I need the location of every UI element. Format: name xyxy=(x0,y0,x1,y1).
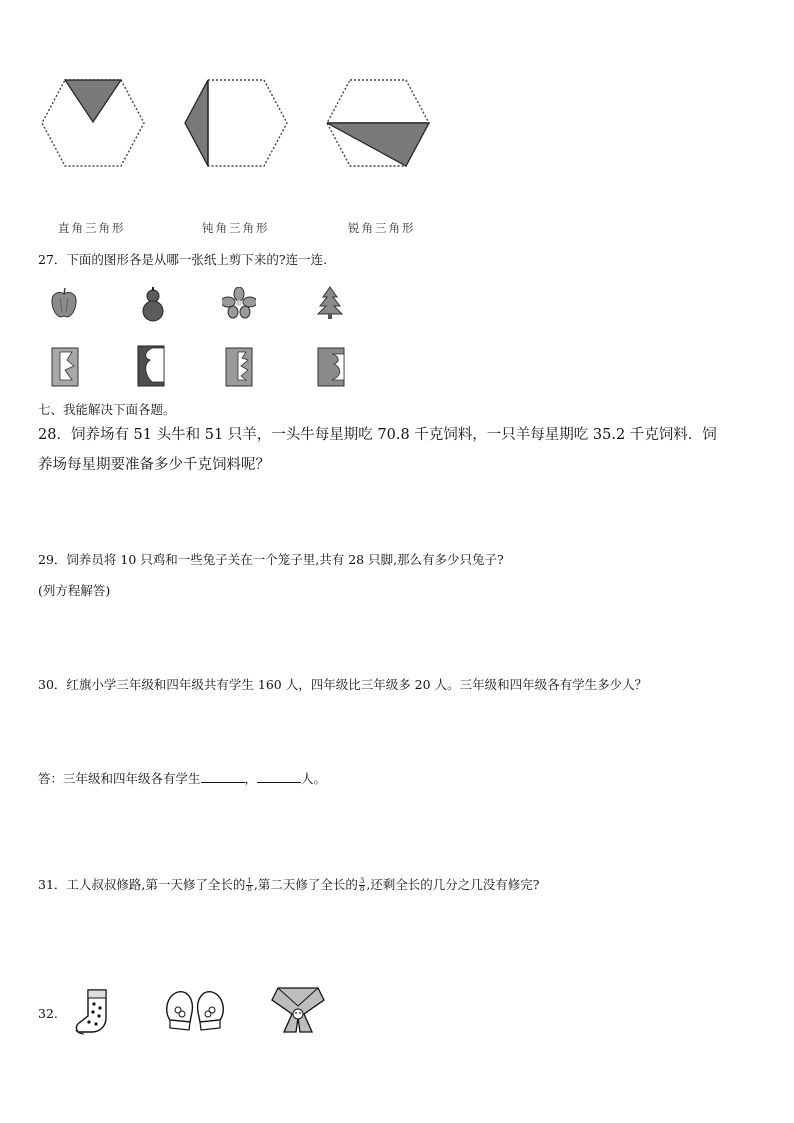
q28-line2: 养场每星期要准备多少千克饲料呢？ xyxy=(38,457,270,473)
tree-cutout-icon xyxy=(315,286,345,320)
gourd-cutout-icon xyxy=(140,286,166,322)
label-acute-triangle: 锐角三角形 xyxy=(348,221,416,235)
folded-paper-b-icon xyxy=(136,344,166,388)
q29-line1: 29．饲养员将 10 只鸡和一些兔子关在一个笼子里,共有 28 只脚,那么有多少只兔子? xyxy=(38,552,504,567)
q28-line1: 28．饲养场有 51 头牛和 51 只羊，一头牛每星期吃 70.8 千克饲料，一只羊每星期吃 35.2 千克饲料．饲 xyxy=(38,427,717,443)
q27-text: 27．下面的图形各是从哪一张纸上剪下来的?连一连. xyxy=(38,252,328,267)
sock-icon xyxy=(74,988,118,1036)
q31-part3: ,还剩全长的几分之几没有修完? xyxy=(366,877,540,892)
hexagon-figure-acute-triangle xyxy=(325,78,431,168)
fraction-one-eighth: $\frac{1}{8}$ xyxy=(247,877,252,893)
mittens-icon xyxy=(162,986,228,1034)
q30-text: 30．红旗小学三年级和四年级共有学生 160 人，四年级比三年级多 20 人。三年级和四年级各有学生多少人？ xyxy=(38,677,648,692)
q30-answer-prefix: 答：三年级和四年级各有学生 xyxy=(38,771,201,786)
hexagon-figure-right-triangle xyxy=(40,78,146,168)
answer-blank-grade3[interactable] xyxy=(201,770,245,783)
q30-answer xyxy=(38,770,326,789)
q31-part1: 31．工人叔叔修路,第一天修了全长的 xyxy=(38,877,246,892)
fraction-three-eighths: $\frac{3}{8}$ xyxy=(359,877,365,893)
folded-paper-d-icon xyxy=(316,346,346,388)
q30-answer-sep: ， xyxy=(244,771,258,786)
folded-paper-a-icon xyxy=(50,346,80,388)
label-obtuse-triangle: 钝角三角形 xyxy=(202,221,270,235)
q30-answer-suffix: 人。 xyxy=(301,771,327,786)
q32-number: 32. xyxy=(38,1006,58,1021)
section-7-title: 七、我能解决下面各题。 xyxy=(38,402,176,417)
folded-paper-c-icon xyxy=(224,346,254,388)
flower-cutout-icon xyxy=(222,287,256,319)
scarf-icon xyxy=(270,984,326,1036)
label-right-triangle: 直角三角形 xyxy=(58,221,126,235)
q31-text xyxy=(38,876,540,895)
q31-part2: ,第二天修了全长的 xyxy=(253,877,358,892)
hexagon-figure-obtuse-triangle xyxy=(183,78,289,168)
answer-blank-grade4[interactable] xyxy=(257,770,301,783)
q29-line2: (列方程解答) xyxy=(38,583,111,598)
apple-cutout-icon xyxy=(50,286,78,320)
